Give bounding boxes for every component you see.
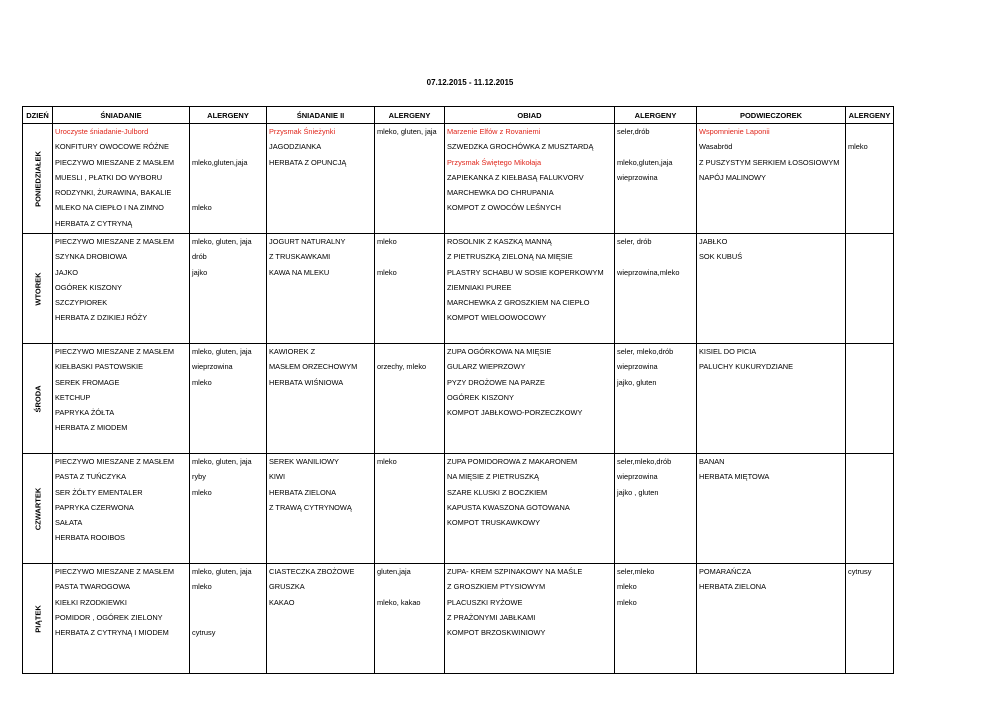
menu-line: RODZYNKI, ŻURAWINA, BAKALIE: [55, 188, 172, 198]
snack-allergens-cell: [846, 124, 894, 234]
breakfast-allergens-cell: [190, 124, 267, 234]
lunch-allergens-cell: [615, 234, 697, 344]
day-cell: [23, 344, 53, 454]
menu-line: POMIDOR , OGÓREK ZIELONY: [55, 612, 163, 622]
menu-line: [190, 139, 266, 154]
menu-line: [190, 124, 266, 139]
menu-line: SZARE KLUSKI Z BOCZKIEM: [447, 487, 548, 497]
menu-line: mleko,gluten,jaja: [192, 157, 248, 167]
menu-line: mleko: [617, 597, 637, 607]
menu-line: gluten,jaja: [377, 567, 411, 576]
menu-line: mleko: [377, 267, 397, 277]
menu-line: PYZY DROŻOWE NA PARZE: [447, 377, 545, 387]
menu-line: [190, 610, 266, 625]
header-allergens: ALERGENY: [846, 107, 894, 124]
menu-line: SER ŻÓŁTY EMENTALER: [55, 487, 143, 497]
menu-line: PASTA Z TUŃCZYKA: [55, 472, 127, 482]
header-breakfast: ŚNIADANIE: [53, 107, 190, 124]
breakfast-cell: [53, 344, 190, 454]
snack-cell: [697, 454, 846, 564]
menu-line: KIEŁBASKI PASTOWSKIE: [55, 362, 144, 372]
lunch-allergens-cell: [615, 344, 697, 454]
menu-line: HERBATA Z OPUNCJĄ: [269, 157, 347, 167]
lunch-cell: [445, 124, 615, 234]
menu-line: mleko,gluten,jaja: [617, 157, 673, 167]
menu-line: mleko, gluten, jaja: [192, 237, 252, 246]
day-label: PIĄTEK: [33, 604, 42, 633]
menu-line: NAPÓJ MALINOWY: [699, 172, 766, 182]
menu-line: mleko: [617, 582, 637, 592]
menu-line: Z TRAWĄ CYTRYNOWĄ: [269, 502, 352, 512]
menu-line: wieprzowina: [617, 362, 658, 372]
breakfast-cell: [53, 124, 190, 234]
menu-line: MARCHEWKA Z GROSZKIEM NA CIEPŁO: [447, 298, 590, 308]
menu-line: drób: [192, 252, 207, 262]
menu-line: ZUPA POMIDOROWA Z MAKARONEM: [447, 457, 578, 466]
menu-line: SEREK WANILIOWY: [269, 457, 339, 466]
second-breakfast-allergens-cell: [375, 564, 445, 674]
menu-line: MUESLI , PŁATKI DO WYBORU: [55, 172, 163, 182]
menu-line: cytrusy: [848, 567, 872, 576]
second-breakfast-cell: [267, 234, 375, 344]
menu-line: PASTA TWAROGOWA: [55, 582, 131, 592]
menu-line: wieprzowina,mleko: [617, 267, 680, 277]
menu-line: PAPRYKA CZERWONA: [55, 502, 134, 512]
menu-line: [190, 185, 266, 200]
menu-line: KAWIOREK Z: [269, 347, 316, 356]
menu-line: KIWI: [269, 472, 286, 482]
weekly-menu-table: [22, 106, 894, 674]
menu-line: Z PIETRUSZKĄ ZIELONĄ NA MIĘSIE: [447, 252, 573, 262]
day-cell: [23, 454, 53, 564]
breakfast-allergens-cell: [190, 564, 267, 674]
menu-line: seler, mleko,drób: [617, 347, 674, 356]
menu-line: [846, 124, 893, 139]
menu-line: JAGODZIANKA: [269, 142, 322, 152]
menu-line: [615, 249, 696, 264]
menu-line: SZCZYPIOREK: [55, 298, 108, 308]
menu-line: Wasabröd: [699, 142, 733, 152]
menu-line: MARCHEWKA DO CHRUPANIA: [447, 188, 554, 198]
lunch-cell: [445, 234, 615, 344]
breakfast-cell: [53, 564, 190, 674]
header-allergens: ALERGENY: [615, 107, 697, 124]
second-breakfast-allergens-cell: [375, 234, 445, 344]
menu-line: CIASTECZKA ZBOŻOWE: [269, 567, 355, 576]
menu-line: HERBATA Z CYTRYNĄ I MIODEM: [55, 628, 169, 638]
menu-line: wieprzowina: [617, 172, 658, 182]
menu-line: orzechy, mleko: [377, 362, 427, 372]
menu-line: ROSOLNIK Z KASZKĄ MANNĄ: [447, 237, 552, 246]
menu-line: NA MIĘSIE Z PIETRUSZKĄ: [447, 472, 539, 482]
menu-line: Wspomnienie Laponii: [699, 127, 770, 136]
menu-line: mleko, gluten, jaja: [377, 127, 437, 136]
date-range-title: 07.12.2015 - 11.12.2015: [426, 78, 514, 87]
menu-line: KISIEL DO PICIA: [699, 347, 757, 356]
lunch-cell: [445, 564, 615, 674]
menu-line: [375, 344, 444, 359]
menu-line: SOK KUBUŚ: [699, 252, 743, 262]
day-label: WTOREK: [33, 271, 42, 306]
menu-line: mleko: [377, 237, 397, 246]
menu-line: [190, 595, 266, 610]
menu-line: Z TRUSKAWKAMI: [269, 252, 331, 262]
lunch-cell: [445, 454, 615, 564]
menu-line: PAPRYKA ŻÓŁTA: [55, 408, 115, 418]
snack-allergens-cell: [846, 234, 894, 344]
menu-line: KOMPOT TRUSKAWKOWY: [447, 518, 541, 528]
menu-line: HERBATA Z DZIKIEJ RÓŻY: [55, 313, 148, 323]
menu-line: ZUPA OGÓRKOWA NA MIĘSIE: [447, 347, 552, 356]
menu-line: ZUPA- KREM SZPINAKOWY NA MAŚLE: [447, 567, 583, 576]
menu-line: JAJKO: [55, 267, 78, 277]
menu-line: KONFITURY OWOCOWE RÓŻNE: [55, 142, 169, 152]
menu-line: PIECZYWO MIESZANE Z MASŁEM: [55, 457, 175, 466]
lunch-allergens-cell: [615, 564, 697, 674]
menu-line: PIECZYWO MIESZANE Z MASŁEM: [55, 567, 175, 576]
snack-allergens-cell: [846, 344, 894, 454]
menu-line: [615, 139, 696, 154]
header-row: [23, 107, 894, 124]
snack-cell: [697, 234, 846, 344]
menu-line: mleko: [192, 203, 212, 213]
menu-line: Przysmak Śnieżynki: [269, 127, 336, 136]
menu-line: KAKAO: [269, 597, 295, 607]
menu-line: GRUSZKA: [269, 582, 305, 592]
lunch-allergens-cell: [615, 124, 697, 234]
lunch-cell: [445, 344, 615, 454]
menu-line: ryby: [192, 472, 206, 482]
menu-line: KOMPOT Z OWOCÓW LEŚNYCH: [447, 203, 562, 213]
snack-cell: [697, 344, 846, 454]
menu-line: Z PUSZYSTYM SERKIEM ŁOSOSIOWYM: [699, 157, 840, 167]
second-breakfast-cell: [267, 564, 375, 674]
snack-allergens-cell: [846, 564, 894, 674]
menu-line: SZYNKA DROBIOWA: [55, 252, 128, 262]
menu-line: HERBATA WIŚNIOWA: [269, 377, 344, 387]
menu-line: mleko: [192, 377, 212, 387]
header-allergens: ALERGENY: [375, 107, 445, 124]
menu-line: ZIEMNIAKI PUREE: [447, 282, 512, 292]
lunch-allergens-cell: [615, 454, 697, 564]
day-cell: [23, 124, 53, 234]
menu-line: GULARZ WIEPRZOWY: [447, 362, 526, 372]
second-breakfast-cell: [267, 454, 375, 564]
snack-cell: [697, 564, 846, 674]
second-breakfast-cell: [267, 124, 375, 234]
menu-line: KOMPOT JABŁKOWO-PORZECZKOWY: [447, 408, 583, 418]
menu-line: mleko: [377, 457, 397, 466]
menu-line: [375, 249, 444, 264]
menu-line: KAPUSTA KWASZONA GOTOWANA: [447, 502, 570, 512]
menu-line: wieprzowina: [617, 472, 658, 482]
header-second-breakfast: ŚNIADANIE II: [267, 107, 375, 124]
header-allergens: ALERGENY: [190, 107, 267, 124]
header-afternoon-snack: PODWIECZOREK: [697, 107, 846, 124]
menu-line: POMARAŃCZA: [699, 567, 752, 576]
second-breakfast-allergens-cell: [375, 344, 445, 454]
menu-line: OGÓREK KISZONY: [55, 282, 122, 292]
menu-line: JABŁKO: [699, 237, 728, 246]
second-breakfast-cell: [267, 344, 375, 454]
menu-line: mleko: [848, 142, 868, 152]
menu-line: mleko: [192, 487, 212, 497]
menu-line: Marzenie Elfów z Rovaniemi: [447, 127, 541, 136]
menu-line: MLEKO NA CIEPŁO I NA ZIMNO: [55, 203, 164, 213]
menu-line: jajko , gluten: [617, 487, 659, 497]
snack-cell: [697, 124, 846, 234]
menu-line: mleko, kakao: [377, 597, 421, 607]
menu-line: SZWEDZKA GROCHÓWKA Z MUSZTARDĄ: [447, 142, 594, 152]
day-cell: [23, 564, 53, 674]
menu-line: HERBATA ROOIBOS: [55, 533, 125, 543]
menu-line: mleko: [192, 582, 212, 592]
menu-line: PIECZYWO MIESZANE Z MASŁEM: [55, 157, 175, 167]
menu-line: Przysmak Świętego Mikołaja: [447, 157, 542, 167]
day-label: CZWARTEK: [33, 487, 42, 530]
menu-line: HERBATA ZIELONA: [699, 582, 767, 592]
menu-line: PLACUSZKI RYŻOWE: [447, 597, 523, 607]
day-row: [23, 344, 894, 454]
menu-line: Uroczyste śniadanie-Julbord: [55, 127, 149, 136]
second-breakfast-allergens-cell: [375, 124, 445, 234]
menu-line: BANAN: [699, 457, 725, 466]
menu-line: cytrusy: [192, 628, 216, 638]
menu-line: Z PRAŻONYMI JABŁKAMI: [447, 612, 536, 622]
day-row: [23, 124, 894, 234]
breakfast-allergens-cell: [190, 234, 267, 344]
breakfast-allergens-cell: [190, 344, 267, 454]
breakfast-cell: [53, 454, 190, 564]
menu-line: PIECZYWO MIESZANE Z MASŁEM: [55, 347, 175, 356]
menu-line: [190, 170, 266, 185]
header-lunch: OBIAD: [445, 107, 615, 124]
menu-line: JOGURT NATURALNY: [269, 237, 346, 246]
menu-line: seler, drób: [617, 237, 652, 246]
menu-line: HERBATA Z MIODEM: [55, 423, 128, 433]
menu-line: HERBATA Z CYTRYNĄ: [55, 218, 133, 228]
menu-line: KIEŁKI RZODKIEWKI: [55, 597, 127, 607]
menu-line: KOMPOT WIELOOWOCOWY: [447, 313, 547, 323]
menu-line: jajko, gluten: [617, 377, 657, 387]
second-breakfast-allergens-cell: [375, 454, 445, 564]
menu-line: HERBATA MIĘTOWA: [699, 472, 770, 482]
menu-line: ZAPIEKANKA Z KIEŁBASĄ FALUKVORV: [447, 172, 584, 182]
day-row: [23, 564, 894, 674]
menu-line: KAWA NA MLEKU: [269, 267, 330, 277]
menu-line: PLASTRY SCHABU W SOSIE KOPERKOWYM: [447, 267, 604, 277]
day-row: [23, 234, 894, 344]
day-cell: [23, 234, 53, 344]
menu-line: mleko, gluten, jaja: [192, 347, 252, 356]
menu-line: seler,drób: [617, 127, 650, 136]
menu-line: [375, 579, 444, 594]
day-label: PONIEDZIAŁEK: [33, 150, 42, 207]
snack-allergens-cell: [846, 454, 894, 564]
menu-line: wieprzowina: [192, 362, 233, 372]
menu-line: PIECZYWO MIESZANE Z MASŁEM: [55, 237, 175, 246]
menu-line: HERBATA ZIELONA: [269, 487, 337, 497]
breakfast-cell: [53, 234, 190, 344]
menu-line: KOMPOT BRZOSKWINIOWY: [447, 628, 546, 638]
day-label: ŚRODA: [33, 384, 42, 413]
menu-line: seler,mleko: [617, 567, 655, 576]
menu-line: seler,mleko,drób: [617, 457, 672, 466]
menu-line: mleko, gluten, jaja: [192, 567, 252, 576]
day-row: [23, 454, 894, 564]
menu-line: KETCHUP: [55, 392, 91, 402]
menu-line: PALUCHY KUKURYDZIANE: [699, 362, 794, 372]
menu-line: Z GROSZKIEM PTYSIOWYM: [447, 582, 546, 592]
breakfast-allergens-cell: [190, 454, 267, 564]
menu-line: OGÓREK KISZONY: [447, 392, 514, 402]
menu-line: jajko: [192, 267, 208, 277]
header-day: DZIEŃ: [23, 107, 53, 124]
menu-line: MASŁEM ORZECHOWYM: [269, 362, 358, 372]
menu-line: mleko, gluten, jaja: [192, 457, 252, 466]
menu-line: SEREK FROMAGE: [55, 377, 120, 387]
menu-line: SAŁATA: [55, 518, 83, 528]
